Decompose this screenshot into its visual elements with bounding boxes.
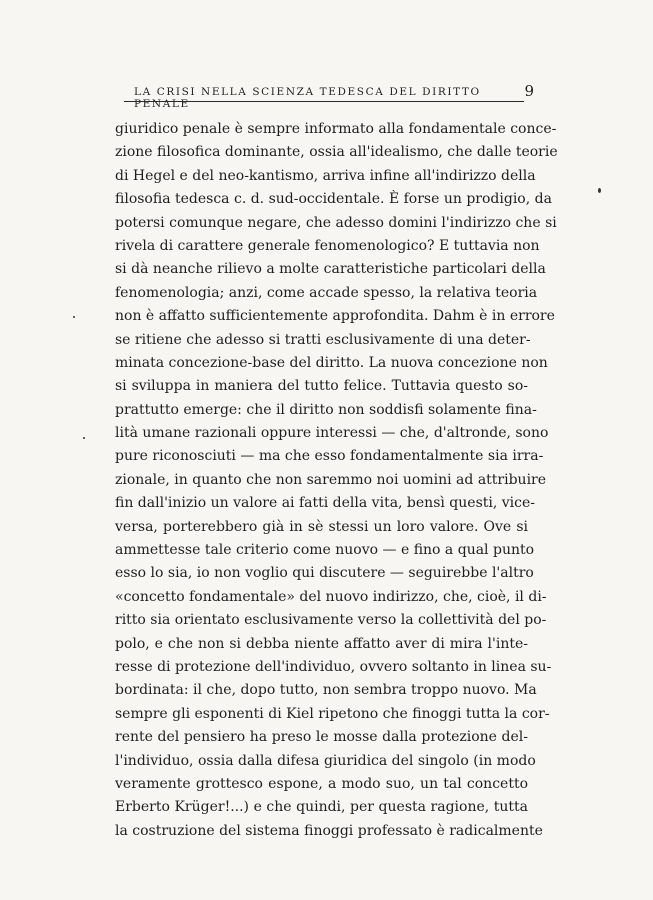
page-number: 9 xyxy=(524,82,534,100)
text-line: filosofia tedesca c. d. sud-occidentale. È forse un prodigio, da xyxy=(115,191,552,208)
text-line: di Hegel e del neo-kantismo, arriva infine all'indirizzo della xyxy=(115,167,536,184)
running-header xyxy=(124,82,534,110)
text-line: zione filosofica dominante, ossia all'idealismo, che dalle teorie xyxy=(115,144,558,161)
scan-speck xyxy=(598,188,601,193)
text-line: non è affatto sufficientemente approfondita. Dahm è in errore xyxy=(115,308,555,325)
text-line: resse di protezione dell'individuo, ovvero soltanto in linea su- xyxy=(115,658,552,675)
text-line: bordinata: il che, dopo tutto, non sembra troppo nuovo. Ma xyxy=(115,682,537,699)
text-line: zionale, in quanto che non saremmo noi uomini ad attribuire xyxy=(115,471,547,488)
scan-speck xyxy=(83,437,85,439)
text-line: l'individuo, ossia dalla difesa giuridica del singolo (in modo xyxy=(115,752,536,769)
text-line: rente del pensiero ha preso le mosse dalla protezione del- xyxy=(115,729,528,746)
text-line: fenomenologia; anzi, come accade spesso, la relativa teoria xyxy=(115,284,538,301)
text-line: pure riconosciuti — ma che esso fondamentalmente sia irra- xyxy=(115,448,544,465)
scan-speck xyxy=(73,316,75,318)
text-line: si sviluppa in maniera del tutto felice. Tuttavia questo so- xyxy=(115,378,528,395)
text-line: si dà neanche rilievo a molte caratteristiche particolari della xyxy=(115,261,546,278)
text-line: veramente grottesco espone, a modo suo, un tal concetto xyxy=(115,775,528,792)
text-line: fin dall'inizio un valore ai fatti della vita, bensì questi, vice- xyxy=(115,495,536,512)
text-line: lità umane razionali oppure interessi — che, d'altronde, sono xyxy=(115,425,549,442)
body-text xyxy=(115,118,558,843)
text-line: la costruzione del sistema finoggi professato è radicalmente xyxy=(115,822,543,839)
text-line: minata concezione-base del diritto. La nuova concezione non xyxy=(115,354,548,371)
text-line: prattutto emerge: che il diritto non soddisfi solamente fina- xyxy=(115,401,537,418)
text-line: polo, e che non si debba niente affatto aver di mira l'inte- xyxy=(115,635,528,652)
header-title: LA CRISI NELLA SCIENZA TEDESCA DEL DIRITTO PENALE xyxy=(134,86,481,110)
header-rule xyxy=(124,101,524,102)
text-line: giuridico penale è sempre informato alla fondamentale conce- xyxy=(115,121,557,137)
text-line: rivela di carattere generale fenomenologico? E tuttavia non xyxy=(115,237,540,254)
text-line: esso lo sia, io non voglio qui discutere — seguirebbe l'altro xyxy=(115,565,534,582)
text-line: versa, porterebbero già in sè stessi un loro valore. Ove si xyxy=(115,518,528,535)
text-line: se ritiene che adesso si tratti esclusivamente di una deter- xyxy=(115,331,531,348)
text-line: ritto sia orientato esclusivamente verso la collettività del po- xyxy=(115,612,547,629)
text-line: ammettesse tale criterio come nuovo — e fino a qual punto xyxy=(115,542,535,559)
text-line: «concetto fondamentale» del nuovo indirizzo, che, cioè, il di- xyxy=(115,588,547,605)
text-line: potersi comunque negare, che adesso domini l'indirizzo che si xyxy=(115,214,557,231)
text-line: sempre gli esponenti di Kiel ripetono che finoggi tutta la cor- xyxy=(115,705,550,722)
text-line: Erberto Krüger!...) e che quindi, per questa ragione, tutta xyxy=(115,799,528,816)
